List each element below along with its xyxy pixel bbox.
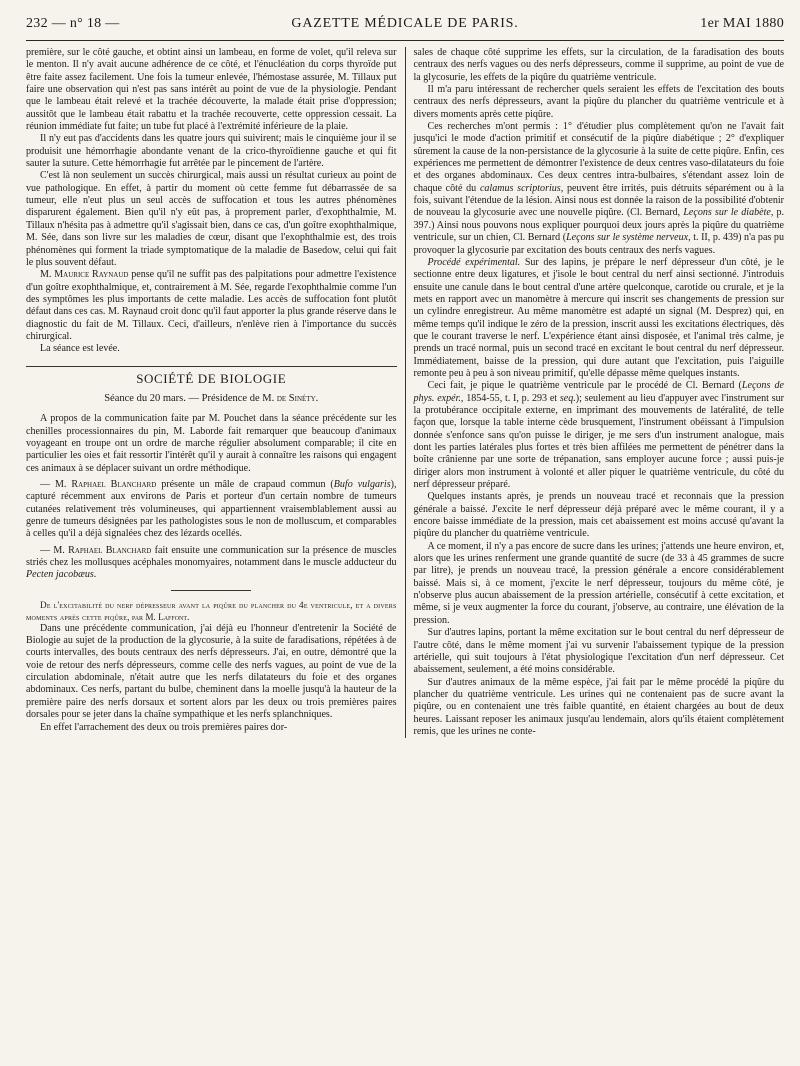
paragraph bbox=[414, 121, 785, 257]
species-name: Pecten jacobæus bbox=[26, 569, 94, 581]
paragraph-text: fait ensuite une communication sur la présence de muscles striés chez les mollusques acéphales monomyaires, notamment dans le muscle adducteur du bbox=[26, 544, 397, 569]
paragraph bbox=[26, 545, 397, 582]
paragraph-text: , 1854-55, t. I, p. 293 et bbox=[460, 392, 560, 404]
divider bbox=[171, 590, 251, 591]
reference-seq: seq. bbox=[559, 392, 576, 404]
section-title: SOCIÉTÉ DE BIOLOGIE bbox=[26, 366, 397, 385]
paragraph-text: pense qu'il ne suffit pas des palpitations pour admettre l'existence d'un goître exophthalmique, et, contrairement à M. Sée, regarde l'exophthalmie comme l'un des symptômes les plus importants de cette maladie. Les accès de suffocation font plutôt défaut dans ces cas. M. Raynaud croit donc qu'il faut apporter la plus grande réserve dans le diagnostic du fait de M. Tillaux. Ceci, d'ailleurs, n'enlève rien à l'importance du succès chirurgical. bbox=[26, 269, 397, 342]
paragraph-text: ); seulement au lieu d'appuyer avec l'instrument sur la protubérance occipitale externe, en imprimant des mouvements de latéralité, de telle façon que, lorsque la table interne cède brusquement, l'instrument obéissant à l'impulsion donnée s'enfonce sans qu'on puisse le diriger, je me sers d'un instrument analogue, mais dont les parties latérales plus fortes et très bien affilées me permettent de pénétrer dans la boîte crânienne par une sorte de trépanation, sans employer aucune force ; aussi puis-je diriger alors mon instrument à volonté et aller piquer le quatrième ventricule, du côté du nerf dépresseur préparé. bbox=[413, 392, 785, 491]
species-name: Bufo vulgaris bbox=[333, 479, 391, 490]
paragraph bbox=[26, 269, 397, 343]
text-columns bbox=[26, 47, 784, 738]
journal-title: GAZETTE MÉDICALE DE PARIS. bbox=[291, 16, 519, 31]
paragraph-text: ), capturé récemment aux environs de Paris et porteur d'un certain nombre de tumeurs cutanées relativement très volumineuses, qui appartiennent vraisemblablement aussi au genre de tumeurs désignées par les pathologistes sous le non de molluscum, et comparables à celles qu'il a déjà signalées chez des lézards ocellés. bbox=[26, 479, 397, 540]
paragraph: Sur d'autres lapins, portant la même excitation sur le bout central du nerf dépresseur de l'autre côté, dans le même moment j'ai vu survenir l'abaissement typique de la pression artérielle, qui suit toujours à l'état physiologique l'excitation d'un nerf dépresseur. Cet abaissement, seulement, a été moins considérable. bbox=[413, 627, 784, 676]
procedure-label: Procédé expérimental. bbox=[427, 256, 521, 268]
paragraph: première, sur le côté gauche, et obtint ainsi un lambeau, en forme de volet, qu'il releva sur le menton. Il n'y avait aucune adhérence de ce côté, et l'énucléation du corps thyroïde put être faite assez facilement. Une fois la tumeur enlevée, l'hémostase assurée, M. Tillaux put faire une observation qui n'est pas sans intérêt au point de vue de la physiologie. Pendant que le lambeau était relevé et la trachée découverte, la malade était prise d'oppression; aussitôt que le lambeau était rabattu et la trachée recouverte, cette oppression cessait. La réunion immédiate fut faite; un tube fut placé à l'extrémité inférieure de la plaie. bbox=[26, 47, 397, 133]
reference-title: Leçons sur le diabète bbox=[683, 207, 771, 219]
paragraph: Il m'a paru intéressant de rechercher quels seraient les effets de l'excitation des bouts centraux des nerfs dépresseurs, avant la piqûre du plancher du quatrième ventricule et à divers moments après cette piqûre. bbox=[413, 84, 784, 120]
paragraph: Il n'y eut pas d'accidents dans les quatre jours qui suivirent; mais le cinquième jour il se produisit une hémorrhagie abondante venant de la crico-thyroïdienne gauche et qui fit sauter la suture. Cette hémorrhagie fut arrêtée par le pincement de l'artère. bbox=[26, 133, 397, 170]
paragraph: En effet l'arrachement des deux ou trois premières paires dor- bbox=[40, 721, 288, 733]
paragraph-text: . bbox=[93, 569, 97, 581]
session-line bbox=[26, 393, 397, 405]
article-title-text: De l'excitabilité du nerf dépresseur avant la piqûre du plancher du 4e ventricule, et a divers moments après cette piqûre, bbox=[26, 599, 397, 622]
paragraph-text: présente un mâle de crapaud commun ( bbox=[156, 479, 334, 490]
paragraph-text: Sur des lapins, je prépare le nerf dépresseur d'un côté, je le sectionne entre deux ligatures, et j'isole le bout central du nerf ainsi sectionné. J'introduis ensuite une canule dans le bout central d'une artère quelconque, carotide ou crurale, et je la mets en rapport avec un manomètre à mercure qui inscrit ses changements de pression sur un cylindre enregistreur. Au même manomètre est adapté un signal (M. Desprez) qui, en même temps qu'il indique le zéro de la pression, inscrit aussi les excitations électriques, dès que le courant traverse le nerf. L'expérience étant ainsi disposée, et l'animal très calme, je prends un tracé normal, puis un second tracé en excitant le bout central du nerf dépresseur. Immédiatement, baisse de la pression, qui dure autant que l'excitation, puis l'aiguille remonte peu à peu à son niveau primitif, qu'elle dépasse même quelques instants. bbox=[413, 256, 784, 379]
paragraph-text: , p. 397.) Ainsi nous pouvons nous expliquer pourquoi deux jours après la piqûre du quatrième ventricule, sur un chien, Cl. Bernard ( bbox=[413, 207, 785, 244]
paragraph-text: , t. II, p. 439) n'a pas pu provoquer la glycosurie par excitation des bouts centraux des nerfs vagues. bbox=[413, 232, 784, 256]
session-text: Séance du 20 mars. — Présidence de M. bbox=[104, 392, 277, 404]
paragraph-text: Ces recherches m'ont permis : 1° d'étudier plus complètement qu'on ne l'avait fait jusqu'ici le mode d'action primitif et consécutif de la piqûre diabétique ; 2° d'expliquer sûrement la cause de la non-persistance de la glycosurie à la suite de cette piqûre. Enfin, ces expériences me permettent de démontrer l'existence de deux centres vaso-dilatateurs du foie et des organes abdominaux. Ces deux centres intra-bulbaires, s'étendant assez loin de chaque côté du bbox=[413, 121, 784, 194]
issue-number: — n° 18 — bbox=[51, 16, 120, 31]
reference-title: Leçons sur le système nerveux bbox=[566, 232, 689, 244]
paragraph-text: , peuvent être irrités, puis détruits séparément ou à la fois, suivant l'étendue de la lésion. Ainsi nous est donnée la raison de la possibilité d'obtenir de nouveau la glycosurie avec une nouvelle piqûre. (Cl. Bernard, bbox=[413, 182, 785, 219]
paragraph: Quelques instants après, je prends un nouveau tracé et reconnais que la pression générale a baissé. J'excite le nerf dépresseur déjà préparé avec le même courant, il y a encore baisse immédiate de la pression, mais cet abaissement est moins accusé qu'avant la piqûre du plancher du quatrième ventricule. bbox=[413, 491, 784, 540]
speaker-name: — M. Raphael Blanchard bbox=[40, 544, 152, 556]
paragraph: La séance est levée. bbox=[40, 343, 120, 355]
paragraph bbox=[26, 479, 397, 541]
paragraph: A ce moment, il n'y a pas encore de sucre dans les urines; j'attends une heure environ, et, alors que les urines renferment une grande quantité de sucre (de 33 à 45 grammes de sucre par litre), je prends un nouveau tracé, la pression générale a encore considérablement baissé. Mais si, à ce moment, j'excite le nerf dépresseur, toujours du même côté, je n'observe plus aucun abaissement de la pression artérielle, consécutif à cette excitation, et même, si je veux augmenter la force du courant, j'observe, au contraire, une élévation de la pression. bbox=[413, 540, 784, 626]
paragraph: C'est là non seulement un succès chirurgical, mais aussi un résultat curieux au point de vue pathologique. En effet, à partir du moment où cette femme fut débarrassée de sa tumeur, elle n'eut plus un seul accès de suffocation et tous les autres phénomènes disparurent également. Bien qu'il n'y eût pas, à proprement parler, d'exophthalmie, M. Tillaux n'hésita pas à admettre qu'il s'agissait bien, dans ce cas, d'un goître exophthalmique, M. Sée, dans son livre sur les maladies de cœur, disant que l'exophthalmie est, des trois phénomènes qui forment la triade symptomatique de la maladie de Basedow, celui qui fait le plus souvent défaut. bbox=[26, 170, 397, 268]
page-header bbox=[26, 14, 784, 41]
left-column bbox=[26, 47, 405, 738]
president-name: de Sinéty bbox=[276, 392, 316, 404]
session-end: . bbox=[315, 392, 319, 404]
paragraph bbox=[414, 257, 785, 380]
paragraph bbox=[414, 380, 785, 491]
paragraph-text: Ceci fait, je pique le quatrième ventricule par le procédé de Cl. Bernard ( bbox=[427, 380, 742, 392]
paragraph: sales de chaque côté supprime les effets, sur la circulation, de la faradisation des bouts centraux des nerfs vagues ou des nerfs dépresseurs, comme il supprime, au point de vue de la glycosurie, les effets de la piqûre du quatrième ventricule. bbox=[413, 47, 784, 83]
paragraph: A propos de la communication faite par M. Pouchet dans la séance précédente sur les chenilles processionnaires du pin, M. Laborde fait remarquer que beaucoup d'animaux voyageant en troupe ont un ordre de marche régulier absolument comparable; il cite en particulier les oies et fait ressortir l'intérêt qu'il y aurait à connaître les raisons qui engagent ces animaux à se déplacer suivant un ordre méthodique. bbox=[26, 413, 397, 474]
issue-date: 1er MAI 1880 bbox=[700, 16, 784, 31]
article-title bbox=[26, 599, 397, 623]
article-author: par M. Laffont. bbox=[131, 611, 190, 622]
paragraph: Dans une précédente communication, j'ai déjà eu l'honneur d'entretenir la Société de Biologie au sujet de la production de la glycosurie, à la suite de faradisations, répétées à de courts intervalles, des bouts centraux des nerfs dépresseurs. J'ai, en outre, démontré que la voie de retour des nerfs dépresseurs, comme celle des nerfs vagues, au point de vue de la circulation abdominale, n'était autre que les nerfs dilatateurs du foie et des organes abdominaux. Ces nerfs, partant du bulbe, cheminent dans la moelle jusqu'à la hauteur de la première paire des nerfs dorsaux et sortent alors par les deux ou trois premières paires dorsales pour se jeter dans la chaîne sympathique et les nerfs splanchniques. bbox=[26, 622, 397, 721]
paragraph: Sur d'autres animaux de la même espèce, j'ai fait par le même procédé la piqûre du plancher du quatrième ventricule. Les urines qui ne contenaient pas de sucre avant la piqûre, ou en contenaient une très faible quantité, en étaient chargées au bout de deux heures. Laissant reposer les animaux jusqu'au lendemain, alors qu'ils étaient complètement remis, que les urines ne conte- bbox=[413, 676, 784, 737]
page-number: 232 bbox=[26, 16, 48, 31]
reference-title: Leçons de phys. expér. bbox=[413, 380, 784, 404]
speaker-name: M. Maurice Raynaud bbox=[40, 269, 129, 281]
right-column bbox=[406, 47, 785, 738]
speaker-name: — M. Raphael Blanchard bbox=[40, 479, 157, 490]
latin-term: calamus scriptorius bbox=[479, 182, 561, 194]
